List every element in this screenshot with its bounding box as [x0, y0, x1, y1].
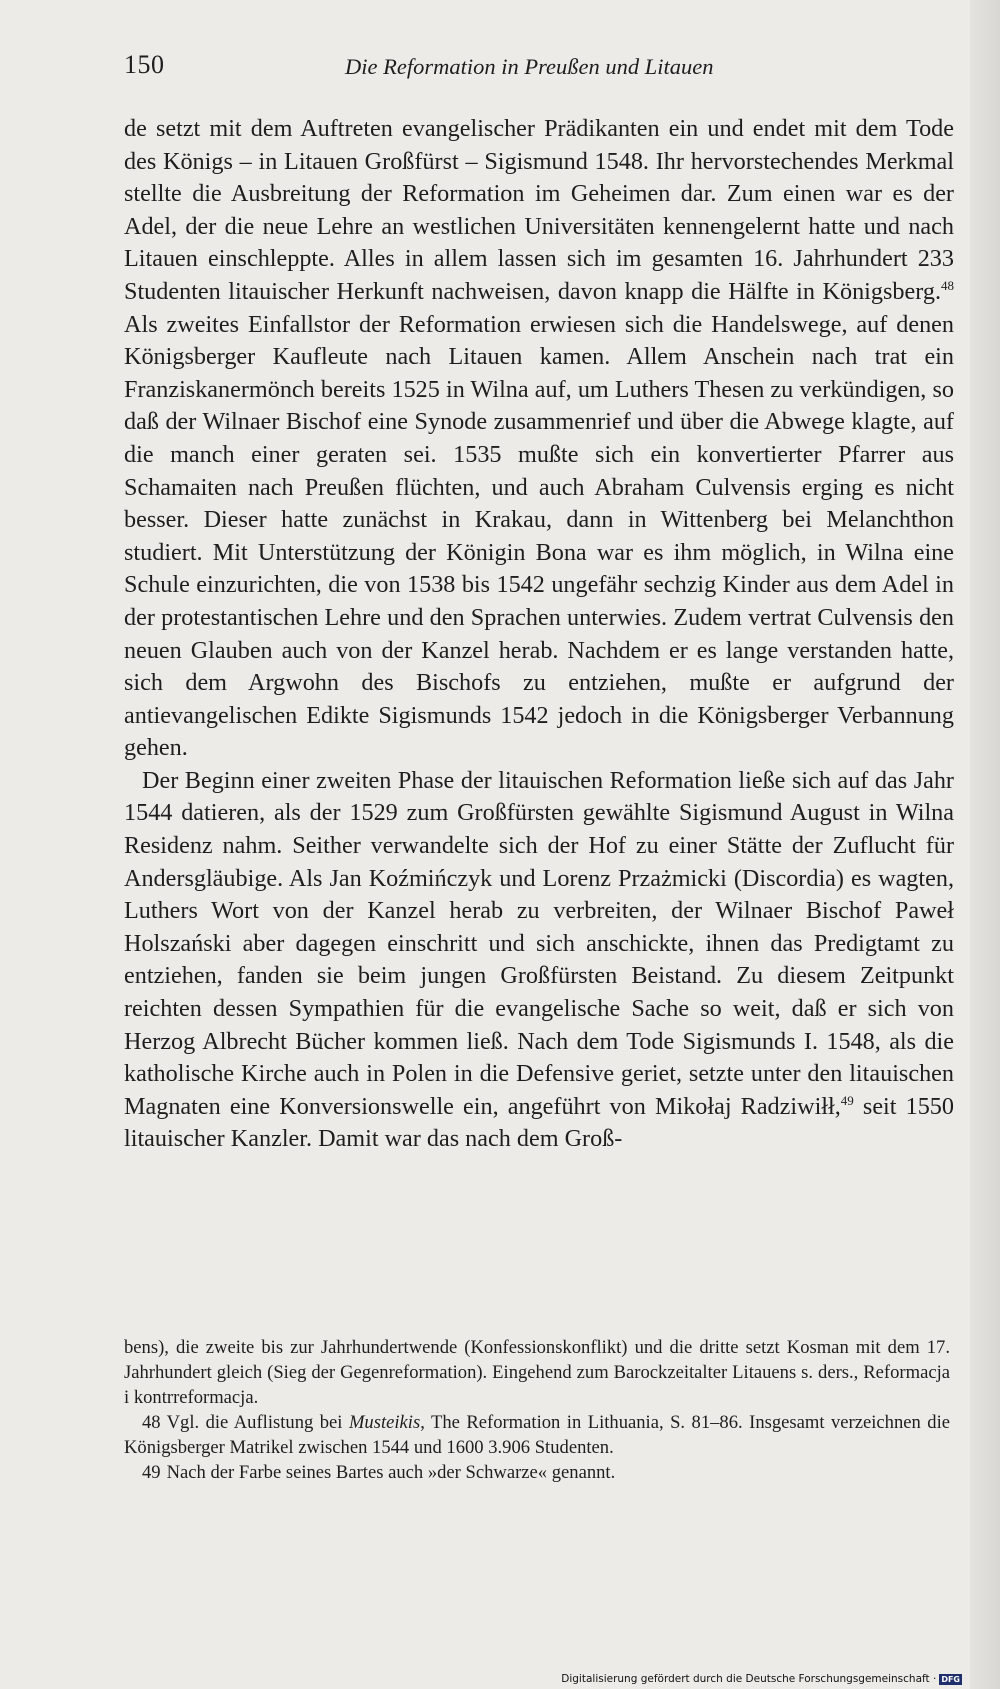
paragraph-text: de setzt mit dem Auftreten evangelischer Prädikanten ein und endet mit dem Tode des Königs – in Litauen Großfürst – Sigismund 1548. Ihr hervorstechendes Merkmal stellte die Ausbreitung der Reformation im Geheimen dar. Zum einen war es der Adel, der die neue Lehre an westlichen Universitäten kennengelernt hatte und nach Litauen einschleppte. Alles in allem lassen sich im gesamten 16. Jahrhundert 233 Studenten litauischer Herkunft nachweisen, davon knapp die Hälfte in Königsberg.: [124, 115, 954, 305]
paragraph-text: Als zweites Einfallstor der Reformation erwiesen sich die Handelswege, auf denen Königsberger Kaufleute nach Litauen kamen. Allem Anschein nach trat ein Franziskanermönch bereits 1525 in Wilna auf, um Luthers Thesen zu verkündigen, so daß der Wilnaer Bischof eine Synode zusammenrief und über die Abwege klagte, auf die manch einer geraten sei. 1535 mußte sich ein konvertierter Pfarrer aus Schamaiten nach Preußen flüchten, und auch Abraham Culvensis erging es nicht besser. Dieser hatte zunächst in Krakau, dann in Wittenberg bei Melanchthon studiert. Mit Unterstützung der Königin Bona war es ihm möglich, in Wilna eine Schule einzurichten, die von 1538 bis 1542 ungefähr sechzig Kinder aus dem Adel in der protestantischen Lehre und den Sprachen unterwies. Zudem vertrat Culvensis den neuen Glauben auch von der Kanzel herab. Nachdem er es lange verstanden hatte, sich dem Argwohn des Bischofs zu entziehen, mußte er aufgrund der antievangelischen Edikte Sigismunds 1542 jedoch in die Königsberger Verbannung gehen.: [124, 310, 954, 762]
page-header: [124, 50, 895, 90]
footnote-ref-49[interactable]: 49: [840, 1092, 854, 1108]
running-title: Die Reformation in Preußen und Litauen: [345, 54, 714, 79]
footnotes: [124, 1335, 950, 1485]
footnote-ref-48[interactable]: 48: [941, 277, 954, 293]
dfg-logo-icon: DFG: [941, 1674, 960, 1684]
paragraph-text: seit 1550 litauischer Kanzler. Damit war das nach dem Groß-: [124, 1092, 954, 1153]
credit-text: Digitalisierung gefördert durch die Deutsche Forschungsgemeinschaft ·: [561, 1673, 937, 1685]
paragraph-text: Der Beginn einer zweiten Phase der litauischen Reformation ließe sich auf das Jahr 1544 datieren, als der 1529 zum Großfürsten gewählte Sigismund August in Wilna Residenz nahm. Seither verwandelte sich der Hof zu einer Stätte der Zuflucht für Andersgläubige. Als Jan Koźmińczyk und Lorenz Przażmicki (Discordia) es wagten, Luthers Wort von der Kanzel herab zu verbreiten, der Wilnaer Bischof Paweł Holszański aber dagegen einschritt und sich anschickte, ihnen das Predigtamt zu entziehen, fanden sie beim jungen Großfürsten Beistand. Zu diesem Zeitpunkt reichten dessen Sympathien für die evangelische Sache so weit, daß er sich von Herzog Albrecht Bücher kommen ließ. Nach dem Tode Sigismunds I. 1548, als die katholische Kirche auch in Polen in die Defensive geriet, setzte unter den litauischen Magnaten eine Konversionswelle ein, angeführt von Mikołaj Radziwiłł,: [124, 766, 954, 1120]
footnote-text: Vgl. die Auflistung bei: [166, 1412, 349, 1433]
footnote-number: 48: [142, 1412, 161, 1433]
body-paragraph-2: [124, 765, 954, 1156]
footnote-continuation: bens), die zweite bis zur Jahrhundertwende (Konfessionskonflikt) und die dritte setzt Kosman mit dem 17. Jahrhundert gleich (Sieg der Gegenreformation). Eingehend zum Barockzeitalter Litauens s. ders., Reformacja i kontrreformacja.: [124, 1337, 950, 1408]
body-paragraph-1: [124, 113, 954, 765]
footnote-text: Nach der Farbe seines Bartes auch »der Schwarze« genannt.: [166, 1462, 616, 1483]
scan-edge: [970, 0, 1000, 1689]
footnote-author: Musteikis: [348, 1412, 421, 1433]
footnote-text: , The Reformation in Lithuania, S. 81–86. Insgesamt verzeichnen die Königsberger Matrikel zwischen 1544 und 1600 3.906 Studenten.: [124, 1412, 950, 1458]
body-text: [124, 113, 954, 1156]
page-number: 150: [124, 50, 165, 79]
footnote-48: [124, 1410, 950, 1460]
footnote-number: 49: [142, 1462, 161, 1483]
digitization-credit: [561, 1673, 962, 1685]
footnote-49: [124, 1460, 950, 1485]
